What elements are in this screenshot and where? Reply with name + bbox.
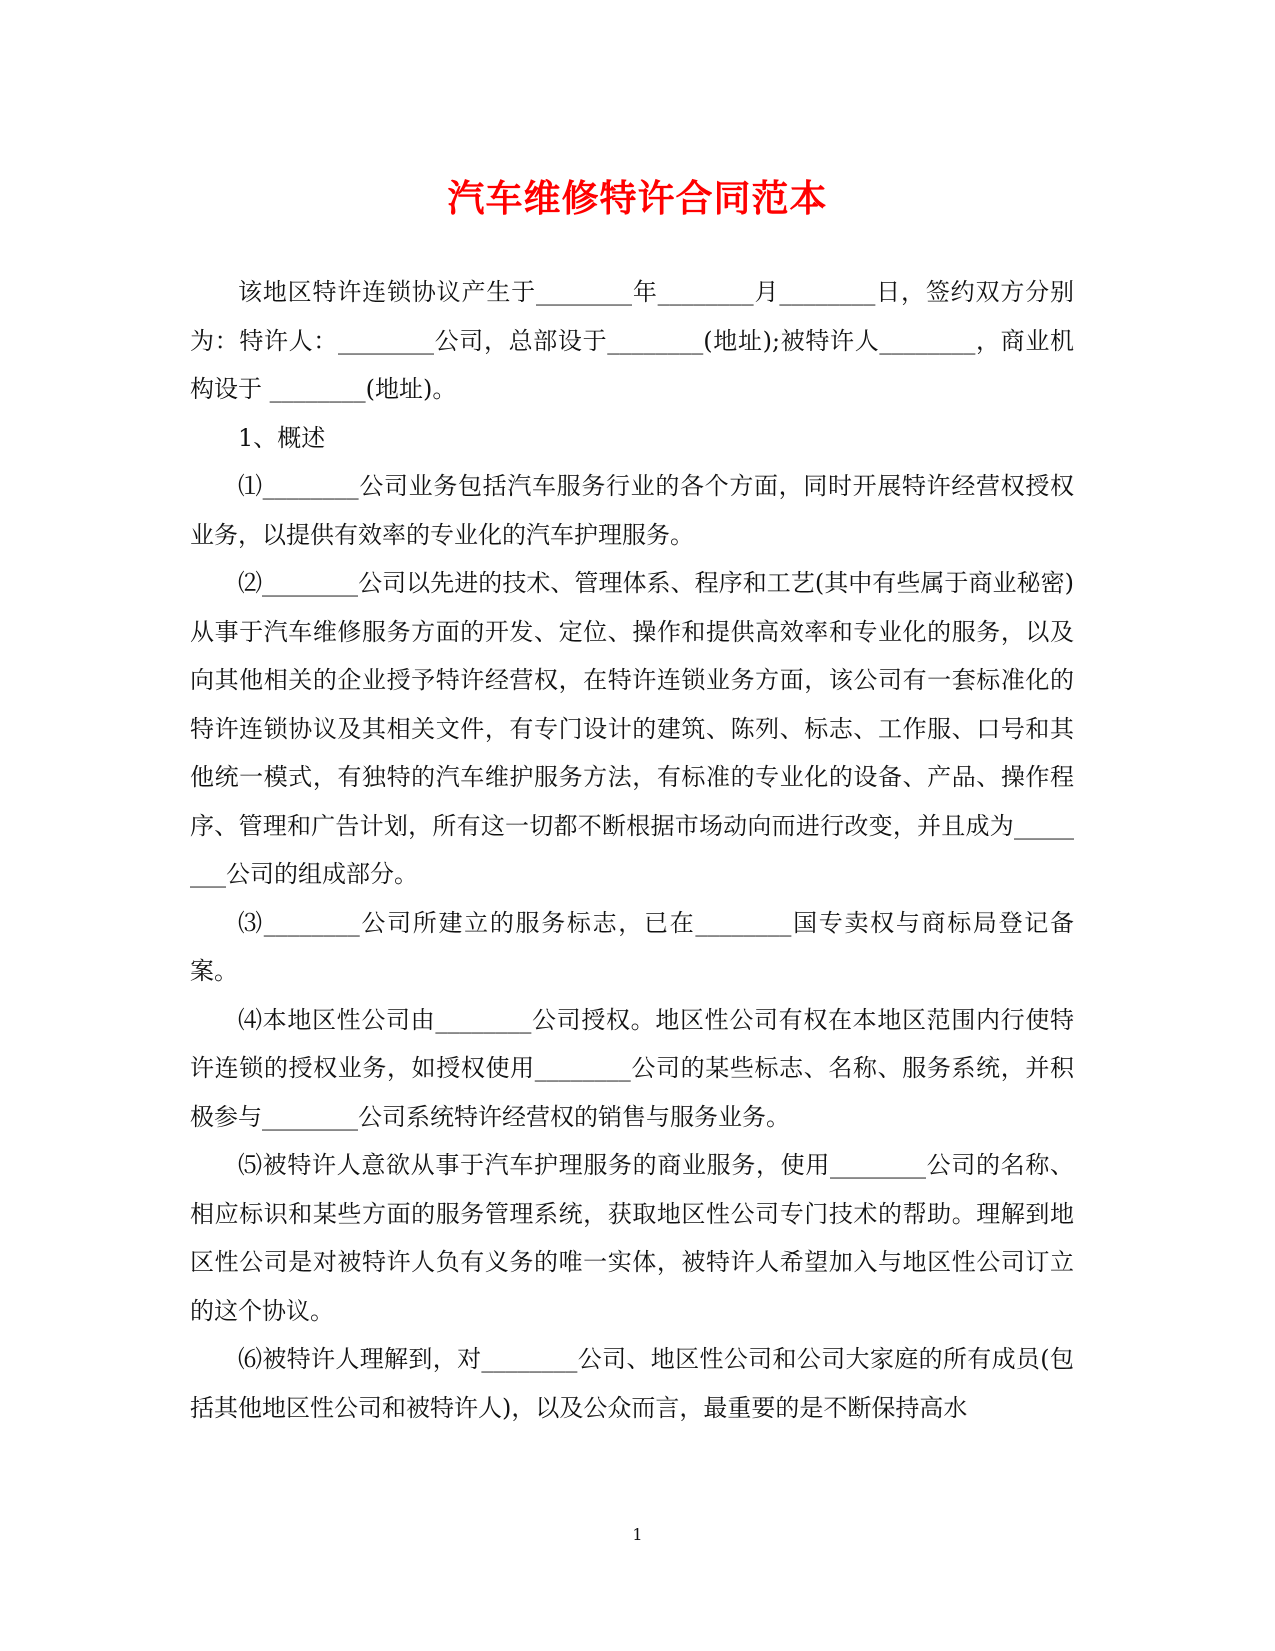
section-heading-overview: 1、概述: [238, 423, 326, 452]
page-number: 1: [632, 1525, 643, 1544]
paragraph-clause-1: ⑴________公司业务包括汽车服务行业的各个方面，同时开展特许经营权授权业务，以提供有效率的专业化的汽车护理服务。: [190, 472, 1074, 549]
paragraph-intro: 该地区特许连锁协议产生于________年________月________日，签约双方分别为：特许人：________公司，总部设于________(地址);被特许人________，商业机构设于 ________(地址)。: [190, 278, 1074, 403]
paragraph-clause-3: ⑶________公司所建立的服务标志，已在________国专卖权与商标局登记备案。: [190, 908, 1074, 985]
paragraph-clause-4: ⑷本地区性公司由________公司授权。地区性公司有权在本地区范围内行使特许连锁的授权业务，如授权使用________公司的某些标志、名称、服务系统，并积极参与________公司系统特许经营权的销售与服务业务。: [190, 1005, 1074, 1131]
paragraph-clause-6: ⑹被特许人理解到，对________公司、地区性公司和公司大家庭的所有成员(包括其他地区性公司和被特许人)，以及公众而言，最重要的是不断保持高水: [190, 1345, 1074, 1422]
paragraph-clause-2: ⑵________公司以先进的技术、管理体系、程序和工艺(其中有些属于商业秘密)从事于汽车维修服务方面的开发、定位、操作和提供高效率和专业化的服务，以及向其他相关的企业授予特许经营权，在特许连锁业务方面，该公司有一套标准化的特许连锁协议及其相关文件，有专门设计的建筑、陈列、标志、工作服、口号和其他统一模式，有独特的汽车维护服务方法，有标准的专业化的设备、产品、操作程序、管理和广告计划，所有这一切都不断根据市场动向而进行改变，并且成为________公司的组成部分。: [190, 569, 1074, 888]
document-body: [190, 268, 1074, 1432]
paragraph-clause-5: ⑸被特许人意欲从事于汽车护理服务的商业服务，使用________公司的名称、相应标识和某些方面的服务管理系统，获取地区性公司专门技术的帮助。理解到地区性公司是对被特许人负有义务的唯一实体，被特许人希望加入与地区性公司订立的这个协议。: [190, 1151, 1074, 1325]
document-title: 汽车维修特许合同范本: [447, 176, 828, 220]
